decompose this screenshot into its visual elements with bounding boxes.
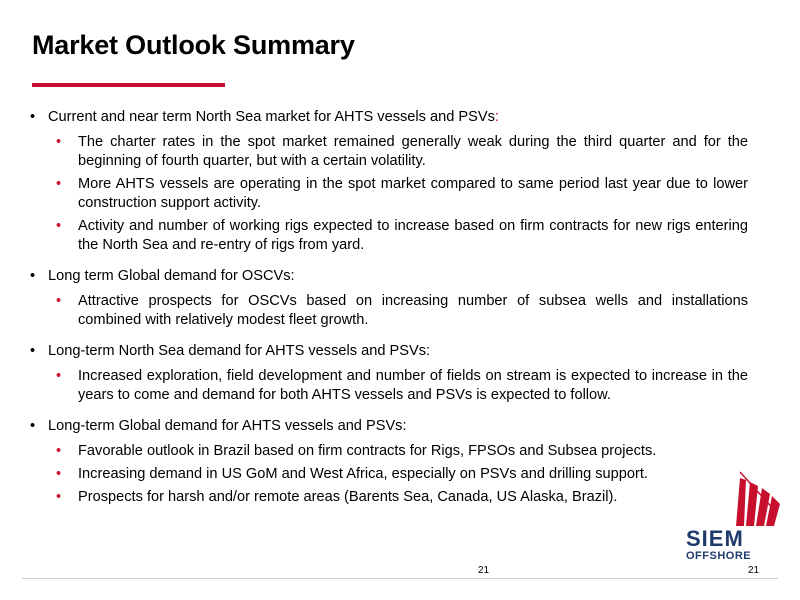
bullet-icon: •	[30, 343, 36, 359]
bullet-icon: •	[56, 293, 62, 309]
bullet-icon: •	[56, 368, 62, 384]
bullet-icon: •	[30, 418, 36, 434]
list-item: • More AHTS vessels are operating in the spot market compared to same period last year due to lower construction support activity.	[56, 176, 748, 211]
bullet-icon: •	[30, 268, 36, 284]
slide-content	[30, 108, 748, 519]
section-heading: • Current and near term North Sea market for AHTS vessels and PSVs:	[30, 109, 499, 125]
section-heading: • Long-term North Sea demand for AHTS vessels and PSVs:	[30, 343, 431, 359]
slide-title: Market Outlook Summary	[32, 30, 355, 60]
bullet-icon: •	[30, 109, 36, 125]
title-underline	[32, 83, 225, 87]
footer-divider	[22, 578, 778, 579]
bullet-icon: •	[56, 134, 62, 150]
list-item: • Favorable outlook in Brazil based on firm contracts for Rigs, FPSOs and Subsea projects.	[56, 443, 657, 459]
section-global-oscv	[30, 267, 748, 330]
logo-text-offshore: OFFSHORE	[686, 550, 752, 562]
bullet-icon: •	[56, 218, 62, 234]
logo-text-siem: SIEM	[686, 526, 744, 551]
section-north-sea-near-term	[30, 108, 748, 255]
list-item: • The charter rates in the spot market remained generally weak during the third quarter and for the beginning of fourth quarter, but with a certain volatility.	[56, 134, 748, 169]
section-north-sea-long-term	[30, 342, 748, 405]
bullet-icon: •	[56, 176, 62, 192]
bullet-icon: •	[56, 466, 62, 482]
list-item: • Activity and number of working rigs expected to increase based on firm contracts for new rigs entering the North Sea and re-entry of rigs from yard.	[56, 218, 748, 253]
list-item: • Prospects for harsh and/or remote areas (Barents Sea, Canada, US Alaska, Brazil).	[56, 489, 618, 505]
section-heading: • Long-term Global demand for AHTS vessels and PSVs:	[30, 418, 407, 434]
list-item: • Increased exploration, field development and number of fields on stream is expected to increase in the years to come and demand for both AHTS vessels and PSVs is expected to follow.	[56, 368, 748, 403]
sail-logo-icon	[736, 468, 780, 530]
list-item: • Attractive prospects for OSCVs based on increasing number of subsea wells and installations combined with relatively modest fleet growth.	[56, 293, 748, 328]
section-heading: • Long term Global demand for OSCVs:	[30, 268, 295, 284]
bullet-icon: •	[56, 443, 62, 459]
list-item: • Increasing demand in US GoM and West Africa, especially on PSVs and drilling support.	[56, 466, 648, 482]
page-number-center: 21	[478, 565, 490, 576]
siem-offshore-logo	[684, 468, 780, 568]
bullet-icon: •	[56, 489, 62, 505]
section-global-long-term	[30, 417, 748, 507]
page-number-right: 21	[748, 565, 760, 576]
